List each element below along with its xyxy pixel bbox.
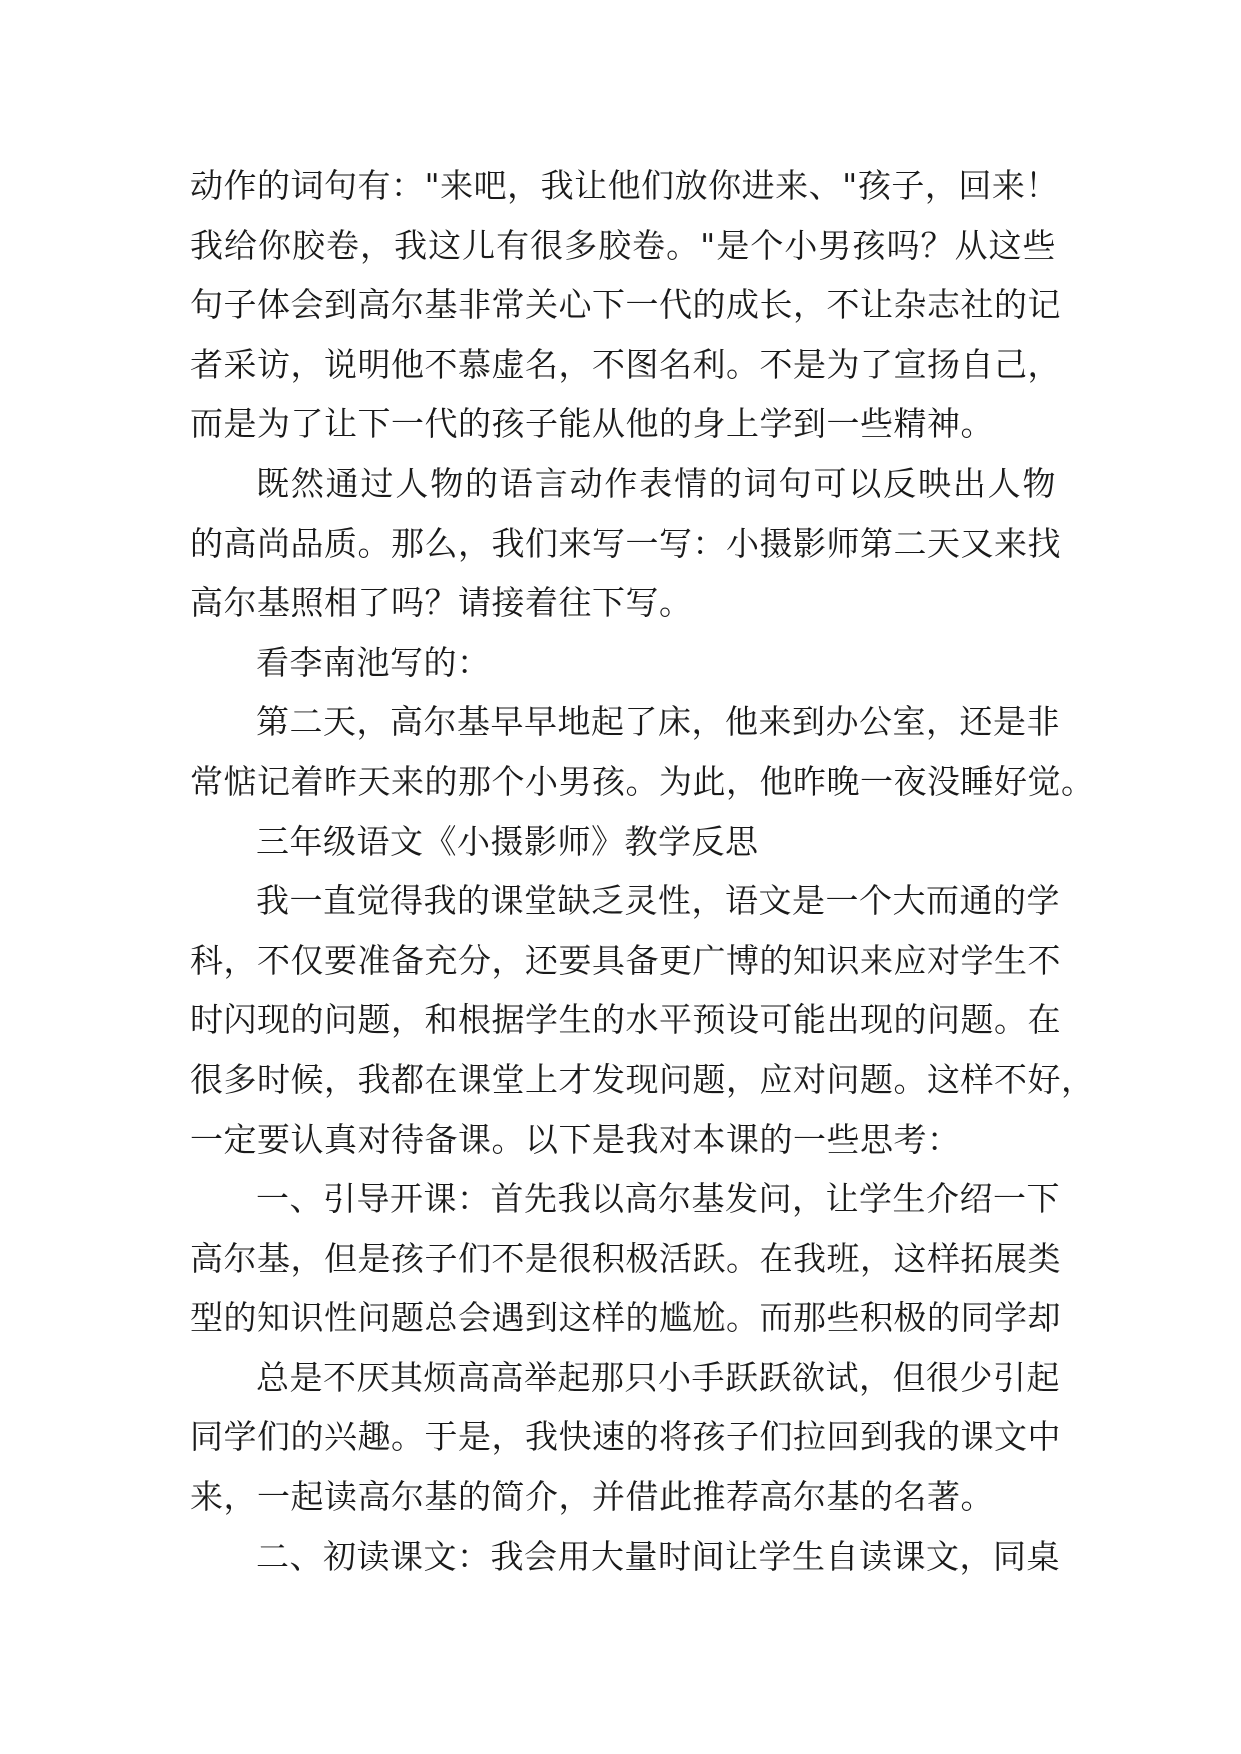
text-line: 动作的词句有："来吧，我让他们放你进来、"孩子，回来！	[190, 166, 1059, 205]
text-line: 高尔基，但是孩子们不是很积极活跃。在我班，这样拓展类	[190, 1238, 1061, 1278]
text-line: 很多时候，我都在课堂上才发现问题，应对问题。这样不好，	[190, 1059, 1095, 1099]
text-line: 总是不厌其烦高高举起那只小手跃跃欲试，但很少引起	[256, 1357, 1060, 1397]
text-line: 者采访，说明他不慕虚名，不图名利。不是为了宣扬自己，	[190, 344, 1061, 384]
section-heading: 三年级语文《小摄影师》教学反思	[256, 821, 759, 861]
text-line: 来，一起读高尔基的简介，并借此推荐高尔基的名著。	[190, 1477, 994, 1517]
body-text	[190, 156, 1095, 1586]
text-line: 的高尚品质。那么，我们来写一写：小摄影师第二天又来找	[190, 523, 1061, 563]
text-line: 而是为了让下一代的孩子能从他的身上学到一些精神。	[190, 404, 994, 444]
text-line: 高尔基照相了吗？请接着往下写。	[190, 583, 693, 623]
text-line: 第二天，高尔基早早地起了床，他来到办公室，还是非	[256, 702, 1060, 742]
text-line: 看李南池写的：	[256, 642, 491, 682]
text-line: 我给你胶卷，我这儿有很多胶卷。"是个小男孩吗？从这些	[190, 225, 1056, 265]
text-line: 同学们的兴趣。于是，我快速的将孩子们拉回到我的课文中	[190, 1417, 1061, 1457]
text-line: 我一直觉得我的课堂缺乏灵性，语文是一个大而通的学	[256, 881, 1060, 921]
text-line: 型的知识性问题总会遇到这样的尴尬。而那些积极的同学却	[190, 1298, 1061, 1338]
text-line: 一、引导开课：首先我以高尔基发问，让学生介绍一下	[256, 1179, 1060, 1219]
text-line: 一定要认真对待备课。以下是我对本课的一些思考：	[190, 1119, 961, 1159]
text-line: 时闪现的问题，和根据学生的水平预设可能出现的问题。在	[190, 1000, 1061, 1040]
text-line: 既然通过人物的语言动作表情的词句可以反映出人物	[256, 463, 1056, 503]
text-line: 二、初读课文：我会用大量时间让学生自读课文，同桌	[256, 1536, 1060, 1576]
text-line: 常惦记着昨天来的那个小男孩。为此，他昨晚一夜没睡好觉。	[190, 761, 1095, 801]
text-line: 句子体会到高尔基非常关心下一代的成长，不让杂志社的记	[190, 285, 1061, 325]
text-line: 科，不仅要准备充分，还要具备更广博的知识来应对学生不	[190, 940, 1061, 980]
